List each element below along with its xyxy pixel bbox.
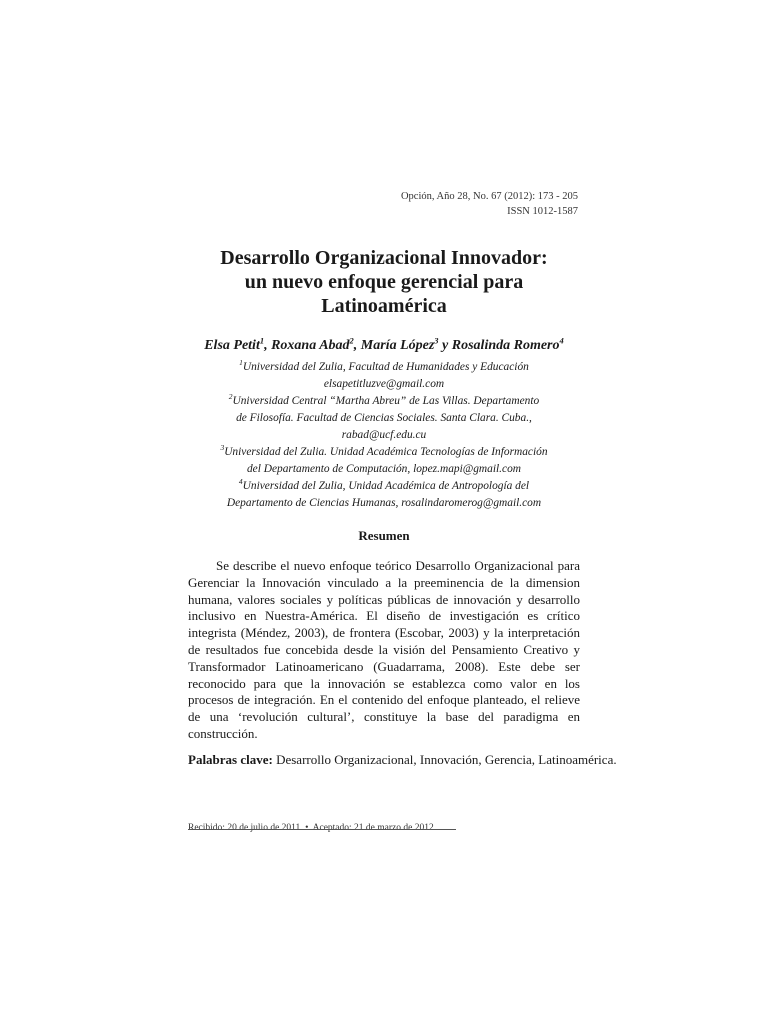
affiliation-text: Universidad Central “Martha Abreu” de Las Villas. Departamento [232,395,540,407]
affiliation-marker: 4 [238,477,243,487]
affiliation-text: Departamento de Ciencias Humanas, rosalindaromerog@gmail.com [226,497,542,509]
abstract-heading: Resumen [358,528,410,543]
author-name: Roxana Abad [271,338,350,353]
affiliation-text: Universidad del Zulia. Unidad Académica Tecnologías de Información [224,446,548,458]
author-affil-marker: 3 [434,335,439,346]
date-separator: • [305,823,309,833]
keywords [188,751,670,769]
author-name: Elsa Petit [204,338,260,353]
affiliation-email: elsapetitluzve@gmail.com [323,378,445,390]
affiliations [188,359,580,512]
affiliation-line [188,444,580,461]
affiliation-line [188,427,580,444]
article-title [188,246,580,318]
keywords-label: Palabras clave: [188,752,273,767]
affiliation-line [188,495,580,512]
author-affil-marker: 2 [349,335,354,346]
author-separator: , [264,338,272,353]
affiliation-line [188,359,580,376]
abstract-body: Se describe el nuevo enfoque teórico Desarrollo Organizacional para Gerenciar la Innovación vinculado a la preeminencia de la dimension humana, valores sociales y políticas públicas de innovación y desarrollo inclusivo en Nuestra-América. El diseño de investigación es crítico integrista (Méndez, 2003), de frontera (Escobar, 2003) y la interpretación de resultados fue concebida desde la visión del Pensamiento Creativo y Transformador Latinoamericano (Guadarrama, 2008). Este debe ser reconocido para que la innovación se establezca como valor en los procesos de integración. En el contenido del enfoque planteado, el relieve de una ‘revolución cultural’, constituye la base del paradigma en construcción. [188,558,580,741]
affiliation-marker: 1 [239,358,243,368]
author-name: Rosalinda Romero [451,338,560,353]
author-separator: , [353,338,361,353]
accepted-date: Aceptado: 21 de marzo de 2012 [312,823,434,833]
received-date: Recibido: 20 de julio de 2011 [188,823,301,833]
author-affil-marker: 1 [259,335,265,346]
author-affil-marker: 4 [559,335,564,346]
affiliation-line [188,461,580,478]
affiliation-text: Universidad del Zulia, Unidad Académica de Antropología del [242,480,530,492]
keywords-text: Desarrollo Organizacional, Innovación, Gerencia, Latinoamérica. [276,752,617,767]
dates-footnote [188,822,458,834]
title-line: Latinoamérica [321,295,447,317]
author-list [170,337,598,355]
affiliation-line [188,478,580,495]
footnote-rule [188,829,456,830]
affiliation-line [188,393,580,410]
title-line: Desarrollo Organizacional Innovador: [220,247,548,269]
journal-citation: Opción, Año 28, No. 67 (2012): 173 - 205 [400,191,578,202]
journal-header [401,189,578,219]
affiliation-marker: 3 [220,443,225,453]
title-line: un nuevo enfoque gerencial para [244,271,524,293]
affiliation-line [188,376,580,393]
author-name: María López [360,338,435,353]
affiliation-text: Universidad del Zulia, Facultad de Humanidades y Educación [242,361,529,373]
affiliation-email: rabad@ucf.edu.cu [341,429,427,441]
affiliation-text: de Filosofía. Facultad de Ciencias Sociales. Santa Clara. Cuba., [236,412,532,424]
affiliation-text: del Departamento de Computación, lopez.mapi@gmail.com [246,463,521,475]
affiliation-marker: 2 [228,392,233,402]
journal-issn: ISSN 1012-1587 [507,206,578,217]
author-separator: y [438,338,452,353]
affiliation-line [188,410,580,427]
